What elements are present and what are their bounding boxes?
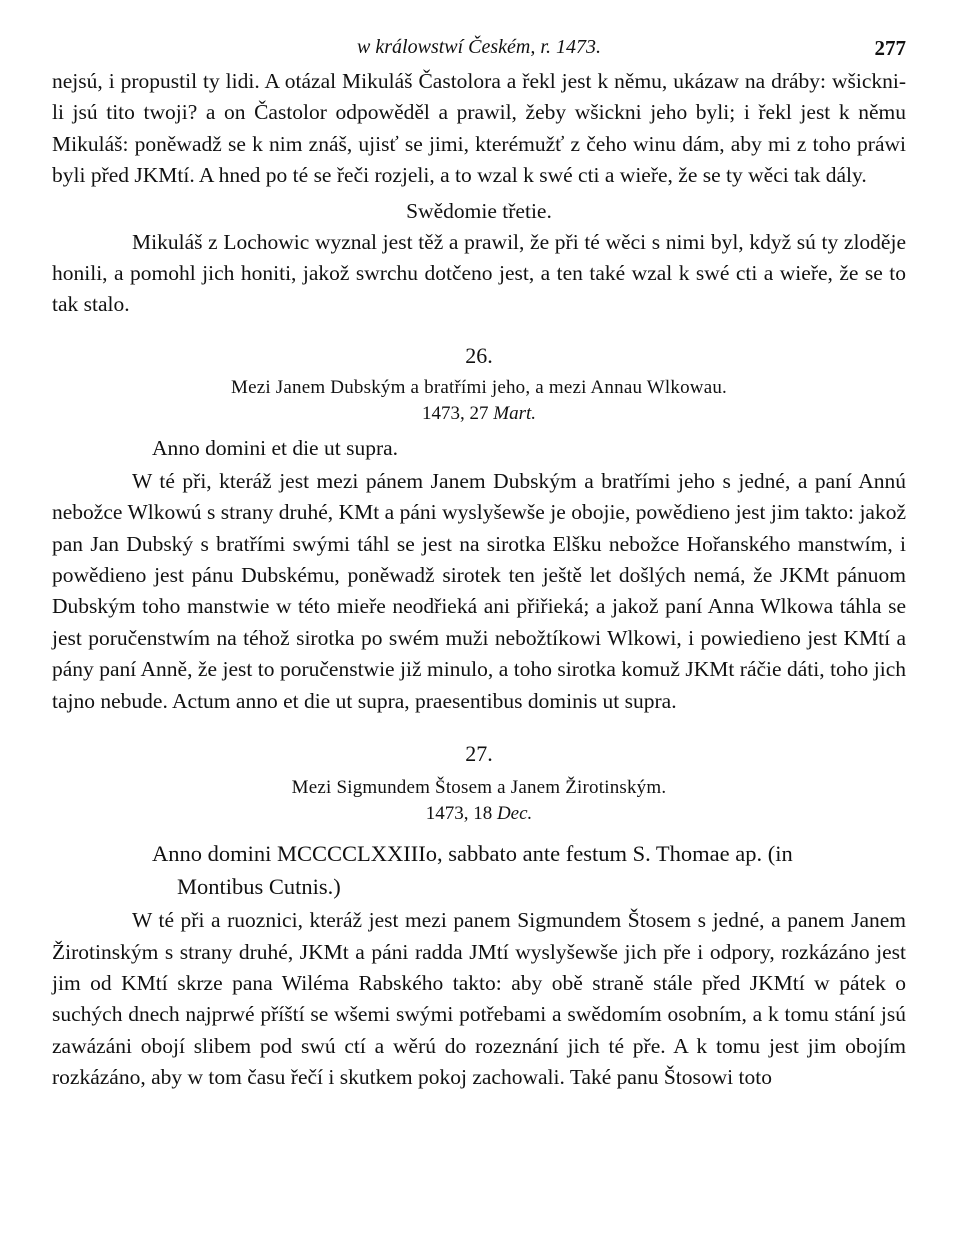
document-number: 27. xyxy=(465,741,493,767)
document-26 xyxy=(52,343,906,717)
date-year-day: 1473, 27 xyxy=(422,402,489,424)
opening-line-2: Montibus Cutnis.) xyxy=(177,874,341,900)
date-month: Dec. xyxy=(496,803,533,825)
paragraph-third-testimony: Mikuláš z Lochowic wyznal jest těž a prawil, že při té wěci s nimi byl, když sú ty zloděje honili, a pomohl jich honiti, jakož swrchu dotčeno jest, a ten také wzal k swé cti a wieře, že se to tak stalo. xyxy=(52,229,906,317)
document-date xyxy=(52,803,906,825)
document-date xyxy=(52,403,906,425)
document-title: Mezi Janem Dubským a bratřími jeho, a mezi Annau Wlkowau. xyxy=(231,376,727,398)
page-number: 277 xyxy=(874,36,906,60)
date-month: Mart. xyxy=(493,402,536,424)
document-body: W té při, kteráž jest mezi pánem Janem Dubským a bratřími jeho s jedné, a paní Annú nebožce Wlkowú s strany druhé, KMt a páni wyslyšewše je obojie, powědieno jest jim takto: jakož pan Jan Dubský s bratřími swými táhl se jest na sirotka Elšku nebožce Hořanského manstwím, i powědieno jest pánu Dubskému, poněwadž sirotek ten ještě let došlých nemá, že JKMt pánuom Dubským toho manstwie w této mieře neodřieká ani přiřieká; a jakož paní Anna Wlkowa táhla se jest poručenstwím na téhož sirotka po swém muži nebožtíkowi Wlkowi, i powiedieno jest KMtí a pány paní Anně, že jest to poručenstwie již minulo, a toho sirotka komuž JKMt ráčie dáti, toho jich tajno nebude. Actum anno et die ut supra, praesentibus dominis ut supra. xyxy=(52,468,906,713)
document-page xyxy=(52,36,906,1094)
document-opening: Anno domini et die ut supra. xyxy=(152,435,399,460)
running-title: w králowstwí Českém, r. 1473. xyxy=(357,36,601,58)
document-27 xyxy=(52,741,906,1093)
document-title: Mezi Sigmundem Štosem a Janem Žirotinským. xyxy=(291,777,667,799)
opening-line-1: Anno domini MCCCCLXXIIIo, sabbato ante festum S. Thomae ap. (in xyxy=(152,841,793,867)
page-header xyxy=(52,36,906,66)
document-opening xyxy=(52,837,906,903)
date-year-day: 1473, 18 xyxy=(425,803,493,825)
paragraph-intro: nejsú, i propustil ty lidi. A otázal Mikuláš Častolora a řekl jest k němu, ukázaw na dráby: wšickni-li jsú tito twoji? a on Častolor odpowěděl a prawil, žeby wšickni jeho byli; i řekl jest k němu Mikuláš: poněwadž se k nim znáš, ujisť se jimi, kterémužť z čeho winu dám, aby mi z toho práwi byli před JKMtí. A hned po té se řeči rozjeli, a to wzal k swé cti a wieře, že se ty wěci tak dály. xyxy=(52,69,906,188)
section-heading-third-testimony: Swědomie třetie. xyxy=(406,198,552,223)
document-number: 26. xyxy=(465,342,493,368)
document-body: W té při a ruoznici, kteráž jest mezi panem Sigmundem Štosem s jedné, a panem Janem Žirotinským s strany druhé, JKMt a páni radda JMtí wyslyšewše jich pře i odpory, rozkázáno jest jim od KMtí skrze pana Wiléma Rabského takto: aby obě straně stále před JKMtí w pátek o suchých dnech najprwé příští se wšemi swými potřebami a swědomím osobním, a k tomu stání jsú zawázáni obojí slibem pod swú ctí a wěrú do rozeznání jich té pře. A k tomu jest jim obojím rozkázáno, aby w tom času řečí i skutkem pokoj zachowali. Také panu Štosowi toto xyxy=(52,908,906,1090)
